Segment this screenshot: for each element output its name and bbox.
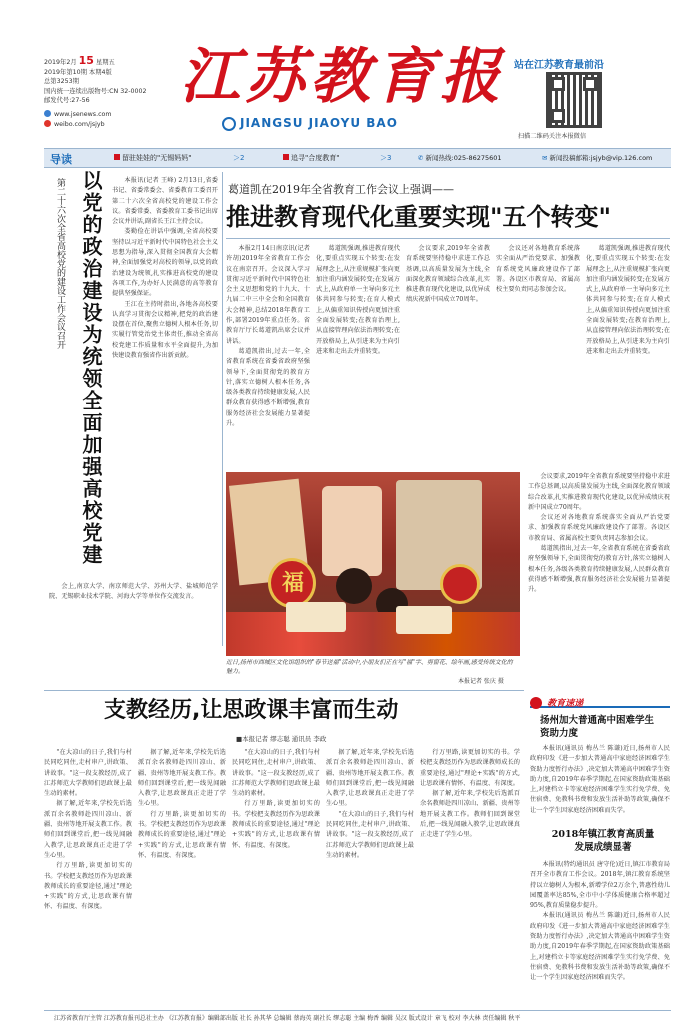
guide-item-2[interactable] xyxy=(283,153,339,163)
photo-credit: 本报记者 张庆 摄 xyxy=(458,678,504,685)
brief-title: 扬州加大普通高中困难学生资助力度 xyxy=(540,715,655,739)
bottom-para-4: 据了解,近年来,学校先后选派百余名教师赴四川凉山、新疆、贵州等地开展支教工作。教师们回到课堂后,把一线见闻融入教学,让思政课真正走进了学生心里。 xyxy=(138,749,226,808)
bottom-col-3 xyxy=(232,748,320,1012)
left-article xyxy=(112,176,218,578)
bottom-col-5 xyxy=(420,748,520,1012)
left-para-1: 本报讯(记者 王峰) 2月13日,省委书记、省委常委会、省委教育工委召开第二十六次全省高校党的建设工作会议。省委常委、省委教育工委书记出席会议并讲话,副省长王江主持会议。 xyxy=(112,177,218,226)
bottom-para-10: 行万里路,读更加切实的书。学校把支教经历作为思政课教师成长的重要途径,通过"理论+实践"的方式,让思政课有情怀、有温度、有深度。 xyxy=(420,749,520,787)
mail-code: 邮发代号:27-56 xyxy=(44,97,90,105)
main-para-8: 会议还对各地教育系统落实全面从严治党要求、加强教育系统党风廉政建设作了部署。各设区市教育局、省属高校主要负责同志参加会议。 xyxy=(528,514,670,542)
main-para-1: 本报2月14日南京讯(记者 许胡)2019年全省教育工作会议在南京召开。会议深入学习贯彻习近平新时代中国特色社会主义思想和党的十九大、十九届二中三中全会和全国教育大会精神,总结2018年教育工作,部署2019年重点任务。省教育厅厅长葛道凯出席会议并讲话。 xyxy=(226,245,310,345)
guide-item-1[interactable] xyxy=(114,153,191,163)
brief-article xyxy=(530,744,670,822)
issue-total: 总第3253期 xyxy=(44,78,79,86)
bottom-para-5: 行万里路,读更加切实的书。学校把支教经历作为思政课教师成长的重要途径,通过"理论+实践"的方式,让思政课有情怀、有温度、有深度。 xyxy=(138,810,226,859)
guide-page-1[interactable]: ＞2 xyxy=(233,154,245,162)
brief2-para-2: 本报讯(通讯员 梅丛兰 陈谦)近日,扬州市人民政府印发《进一步加大普通高中家庭经济困难学生资助力度暂行办法》,决定加大普通高中困难学生资助力度,自2019年春季学期起,在国家资助政策基础上,对建档立卡等家庭经济困难学生实行免学费、免住宿费、免教科书费和发放生活补助等政策,确保不让一个学生因家庭经济困难而失学。 xyxy=(530,912,670,982)
issue-number: 2019年第10期 本期4版 xyxy=(44,68,112,76)
guide-page-2[interactable]: ＞3 xyxy=(380,154,392,162)
guide-item-2-label: 追寻"合度教育" xyxy=(291,154,340,162)
main-col-6 xyxy=(528,472,670,684)
left-article-bottom xyxy=(49,582,218,642)
qr-caption: 扫描二维码关注本报微信 xyxy=(518,133,587,140)
submit-email[interactable] xyxy=(542,153,652,162)
main-para-5: 会议还对各地教育系统落实全面从严治党要求、加强教育系统党风廉政建设作了部署。各设区市教育局、省属高校主要负责同志参加会议。 xyxy=(496,245,580,294)
main-para-3: 葛道凯强调,推进教育现代化,要重点实现五个转变:在发展理念上,从注重规模扩张向更加注重内涵发展转变;在发展方式上,从政府单一主导向多元主体共同参与转变;在育人模式上,从偏重知识传授向更加注重全面发展转变;在教育治理上,从直接管理向依法治理转变;在开放格局上,从引进来为主向引进来和走出去并重转变。 xyxy=(316,245,400,355)
left-headline: 以党的政治建设为统领全面加强高校党建 xyxy=(79,170,103,566)
qr-code-icon xyxy=(546,72,602,128)
web-icon xyxy=(44,110,51,117)
bottom-byline: ■本报记者 缪志聪 通讯员 李政 xyxy=(236,735,327,743)
bottom-para-8: 据了解,近年来,学校先后选派百余名教师赴四川凉山、新疆、贵州等地开展支教工作。教师们回到课堂后,把一线见闻融入教学,让思政课真正走进了学生心里。 xyxy=(326,749,414,808)
brief2-article xyxy=(530,860,670,1012)
main-headline: 推进教育现代化重要实现"五个转变" xyxy=(226,203,612,231)
main-col-1 xyxy=(226,244,310,466)
fu-character: 福 xyxy=(281,570,304,596)
brief-logo-text: 教育速递 xyxy=(547,699,584,709)
section-rule xyxy=(44,690,524,691)
column-divider xyxy=(222,172,223,646)
guide-label: 导读 xyxy=(50,153,72,166)
issue-day: 15 xyxy=(78,54,94,67)
issue-date: 2019年2月 xyxy=(44,59,77,66)
hotline xyxy=(418,153,502,162)
cn-number: 国内统一连续出版物号:CN 32-0002 xyxy=(44,87,147,95)
news-photo xyxy=(226,472,520,656)
brief-logo xyxy=(530,520,630,534)
brief2-title: 2018年镇江教育高质量发展成绩显著 xyxy=(551,829,655,853)
weibo-icon xyxy=(44,120,51,127)
main-col-4 xyxy=(496,244,580,466)
bottom-para-3: 行万里路,读更加切实的书。学校把支教经历作为思政课教师成长的重要途径,通过"理论+实践"的方式,让思政课有情怀、有温度、有深度。 xyxy=(44,862,132,911)
paper-pinyin: JIANGSU JIAOYU BAO xyxy=(240,116,398,130)
bottom-para-7: 行万里路,读更加切实的书。学校把支教经历作为思政课教师成长的重要途径,通过"理论+实践"的方式,让思政课有情怀、有温度、有深度。 xyxy=(232,800,320,849)
footer-rule xyxy=(44,1010,671,1011)
guide-item-1-label: 留驻娃娃的"无锡妈妈" xyxy=(122,154,192,162)
masthead-info xyxy=(44,56,194,129)
main-col-3 xyxy=(406,244,490,466)
main-para-2: 葛道凯指出,过去一年,全省教育系统在省委省政府坚强领导下,全面贯彻党的教育方针,落实立德树人根本任务,各级各类教育持续健康发展,人民群众教育获得感不断增强,教育服务经济社会发展能力显著提升。 xyxy=(226,347,310,428)
brief-logo-icon xyxy=(530,697,542,709)
main-col-5 xyxy=(586,244,670,466)
square-bullet-icon xyxy=(114,154,120,160)
main-para-7: 会议要求,2019年全省教育系统要坚持稳中求进工作总基调,以高质量发展为主线,全面深化教育领域综合改革,扎实推进教育现代化建设,以优异成绩庆祝新中国成立70周年。 xyxy=(528,473,670,511)
left-kicker: 第二十六次全省高校党的建设工作会议召开 xyxy=(55,178,65,349)
mail-icon: ✉ xyxy=(542,154,548,162)
left-para-3: 王江在主持时指出,各地各高校要认真学习贯彻会议精神,把党的政治建设摆在首位,聚焦立德树人根本任务,切实履行管党治党主体责任,推动全省高校党建工作质量和水平全面提升,为加快建设教育强省作出新贡献。 xyxy=(112,300,218,360)
main-col-2 xyxy=(316,244,400,466)
paper-title: 江苏教育报 xyxy=(180,42,505,112)
brief-para: 本报讯(通讯员 梅丛兰 陈谦)近日,扬州市人民政府印发《进一步加大普通高中家庭经济困难学生资助力度暂行办法》,决定加大普通高中困难学生资助力度,自2019年春季学期起,在国家资助政策基础上,对建档立卡等家庭经济困难学生实行免学费、免住宿费、免教科书费和发放生活补助等政策,确保不让一个学生因家庭经济困难而失学。 xyxy=(530,745,670,814)
left-para-4: 会上,南京大学、南京师范大学、苏州大学、盐城师范学院、无锡职业技术学院、河海大学等单位作交流发言。 xyxy=(49,583,218,601)
qr-title: 站在江苏教育最前沿 xyxy=(514,60,604,71)
bottom-para-1: "在大凉山的日子,我们与村民同吃同住,走村串户,讲政策、讲故事。"这一段支教经历,成了江苏师范大学教师们思政课上最生动的素材。 xyxy=(44,749,132,798)
bottom-para-9: "在大凉山的日子,我们与村民同吃同住,走村串户,讲政策、讲故事。"这一段支教经历,成了江苏师范大学教师们思政课上最生动的素材。 xyxy=(326,810,414,859)
submit-email-text: 新闻投稿邮箱:jsjyb@vip.126.com xyxy=(549,154,653,162)
bottom-para-2: 据了解,近年来,学校先后选派百余名教师赴四川凉山、新疆、贵州等地开展支教工作。教师们回到课堂后,把一线见闻融入教学,让思政课真正走进了学生心里。 xyxy=(44,800,132,859)
main-para-9: 葛道凯指出,过去一年,全省教育系统在省委省政府坚强领导下,全面贯彻党的教育方针,落实立德树人根本任务,各级各类教育持续健康发展,人民群众教育获得感不断增强,教育服务经济社会发展能力显著提升。 xyxy=(528,545,670,594)
bottom-para-11: 据了解,近年来,学校先后选派百余名教师赴四川凉山、新疆、贵州等地开展支教工作。教师们回到课堂后,把一线见闻融入教学,让思政课真正走进了学生心里。 xyxy=(420,790,520,839)
photo-caption: 近日,扬州市西城区文化馆组织的"春节送福"活动中,小朋友们正在写"福"字、剪窗花、绘年画,感受传统文化的魅力。 xyxy=(226,659,513,675)
main-para-6: 葛道凯强调,推进教育现代化,要重点实现五个转变:在发展理念上,从注重规模扩张向更加注重内涵发展转变;在发展方式上,从政府单一主导向多元主体共同参与转变;在育人模式上,从偏重知识传授向更加注重全面发展转变;在教育治理上,从直接管理向依法治理转变;在开放格局上,从引进来为主向引进来和走出去并重转变。 xyxy=(586,245,670,355)
bottom-col-4 xyxy=(326,748,414,1012)
footer-credits: 江苏省教育厅主管 江苏教育报刊总社主办 《江苏教育报》编辑部出版 社长 孙其华 总编辑 蔡海英 副社长 缪志聪 主编 梅香 编辑 吴汉 版式设计 章飞 校对 李大林 责任编辑 秋平 xyxy=(54,1015,521,1022)
main-para-4: 会议要求,2019年全省教育系统要坚持稳中求进工作总基调,以高质量发展为主线,全面深化教育领域综合改革,扎实推进教育现代化建设,以优异成绩庆祝新中国成立70周年。 xyxy=(406,245,490,304)
weibo-link[interactable]: weibo.com/jsjyb xyxy=(54,120,105,128)
bottom-col-1 xyxy=(44,748,132,1012)
headline-rule xyxy=(226,238,670,239)
bottom-para-6: "在大凉山的日子,我们与村民同吃同住,走村串户,讲政策、讲故事。"这一段支教经历,成了江苏师范大学教师们思政课上最生动的素材。 xyxy=(232,749,320,798)
left-para-2: 娄勤俭在讲话中强调,全省高校要坚持以习近平新时代中国特色社会主义思想为指导,深入贯彻全国教育大会精神,全面加强党对高校的领导,以党的政治建设为统领,扎实推进高校党的建设各项工作,为办好人民满意的高等教育提供坚强保证。 xyxy=(112,228,218,298)
brief2-para: 本报讯(特约通讯员 唐守伦)近日,镇江市教育局召开全市教育工作会议。2018年,镇江教育系统坚持以立德树人为根本,新增学位2万余个,普惠性幼儿园覆盖率达85%,全市中小学体质健康合格率超过95%,教育质量稳步提升。 xyxy=(530,861,670,910)
issue-weekday: 星期五 xyxy=(95,59,115,66)
phone-icon: ✆ xyxy=(418,154,424,162)
bottom-col-2 xyxy=(138,748,226,1012)
paper-logo-icon xyxy=(222,117,236,131)
brief-header xyxy=(530,692,670,708)
square-bullet-icon xyxy=(283,154,289,160)
headline-kicker: 葛道凯在2019年全省教育工作会议上强调—— xyxy=(228,183,454,196)
bottom-headline: 支教经历,让思政课丰富而生动 xyxy=(104,698,399,723)
website-link[interactable]: www.jsenews.com xyxy=(54,110,112,118)
hotline-text: 新闻热线:025-86275601 xyxy=(425,154,502,162)
